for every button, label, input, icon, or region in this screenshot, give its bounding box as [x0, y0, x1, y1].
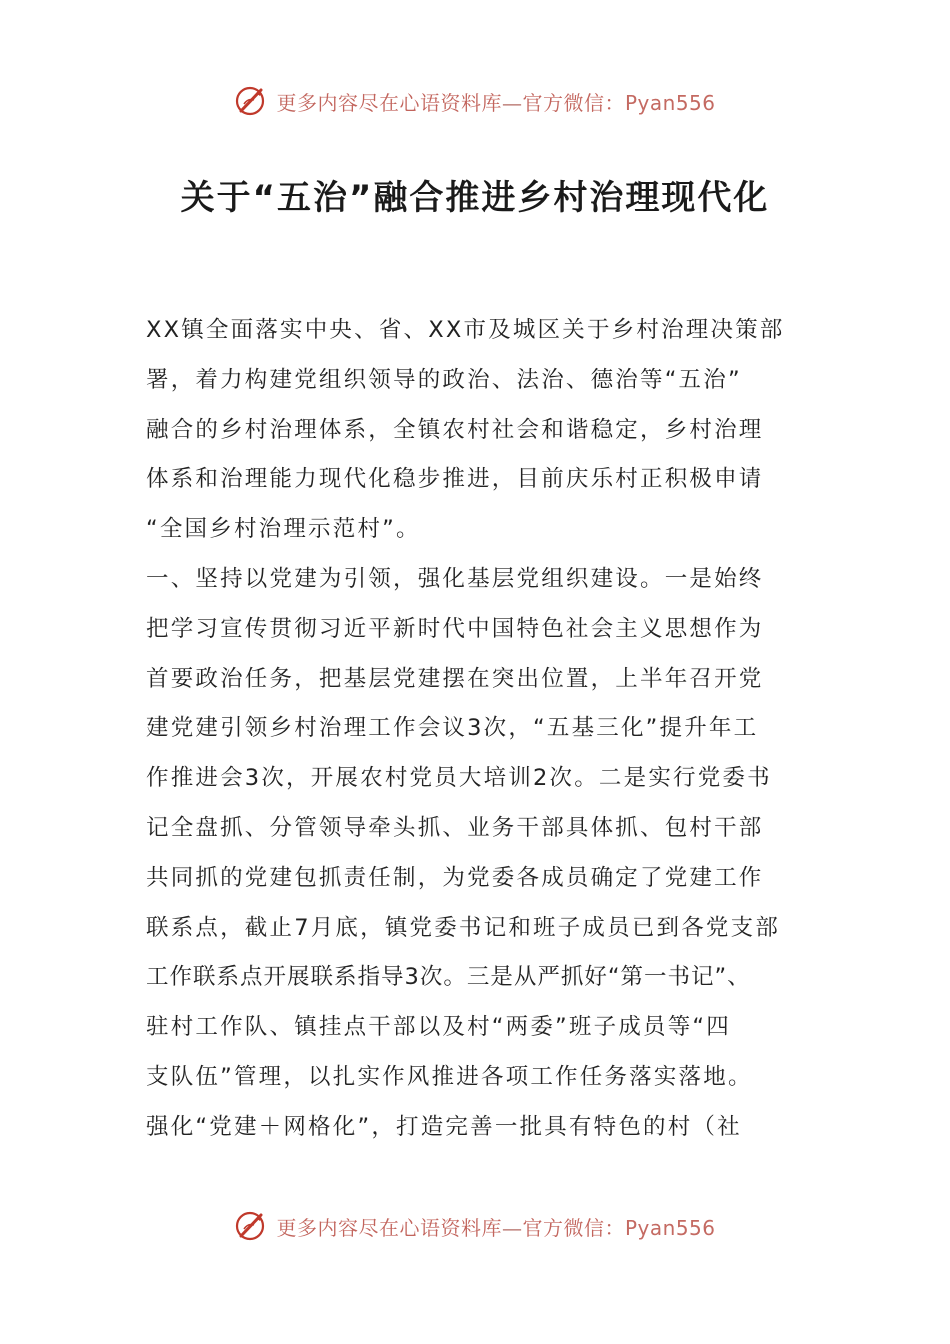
watermark-official: 官方微信： [522, 1215, 625, 1240]
body-line: “全国乡村治理示范村”。 [146, 516, 421, 543]
watermark-official: 官方微信： [522, 90, 625, 115]
body-line: 一、坚持以党建为引领，强化基层党组织建设。一是始终 [146, 565, 764, 592]
watermark-dash: — [501, 1215, 523, 1240]
body-line: 工作联系点开展联系指导3次。三是从严抓好“第一书记”、 [146, 964, 751, 991]
watermark-wechat-id: Pyan556 [624, 90, 716, 115]
body-line: 建党建引领乡村治理工作会议3次，“五基三化”提升年工 [146, 715, 759, 742]
watermark-text: 更多内容尽在心语资料库 [276, 90, 502, 115]
body-line: 共同抓的党建包抓责任制，为党委各成员确定了党建工作 [146, 864, 764, 891]
watermark-text: 更多内容尽在心语资料库 [276, 1215, 502, 1240]
pen-logo-icon [234, 84, 268, 118]
watermark-dash: — [501, 90, 523, 115]
body-line: 驻村工作队、镇挂点干部以及村“两委”班子成员等“四 [146, 1014, 731, 1041]
body-line: 强化“党建＋网格化”，打造完善一批具有特色的村（社 [146, 1113, 742, 1140]
body-line: 记全盘抓、分管领导牵头抓、业务干部具体抓、包村干部 [146, 814, 764, 841]
body-line: 把学习宣传贯彻习近平新时代中国特色社会主义思想作为 [146, 615, 764, 642]
body-line: 支队伍”管理，以扎实作风推进各项工作任务落实落地。 [146, 1063, 753, 1090]
watermark-wechat-id: Pyan556 [624, 1215, 716, 1240]
document-title: 关于“五治”融合推进乡村治理现代化 [180, 178, 770, 218]
body-line: 体系和治理能力现代化稳步推进，目前庆乐村正积极申请 [146, 466, 764, 493]
pen-logo-icon [234, 1209, 268, 1243]
body-line: 融合的乡村治理体系，全镇农村社会和谐稳定，乡村治理 [146, 416, 764, 443]
body-line: 首要政治任务，把基层党建摆在突出位置，上半年召开党 [146, 665, 764, 692]
body-line: 署，着力构建党组织领导的政治、法治、德治等“五治” [146, 366, 742, 393]
body-line: 作推进会3次，开展农村党员大培训2次。二是实行党委书 [146, 765, 772, 792]
document-body [146, 306, 836, 1153]
header-watermark [0, 84, 950, 118]
footer-watermark [0, 1209, 950, 1243]
body-line: 联系点，截止7月底，镇党委书记和班子成员已到各党支部 [146, 914, 781, 941]
body-line: XX镇全面落实中央、省、XX市及城区关于乡村治理决策部 [146, 317, 785, 343]
